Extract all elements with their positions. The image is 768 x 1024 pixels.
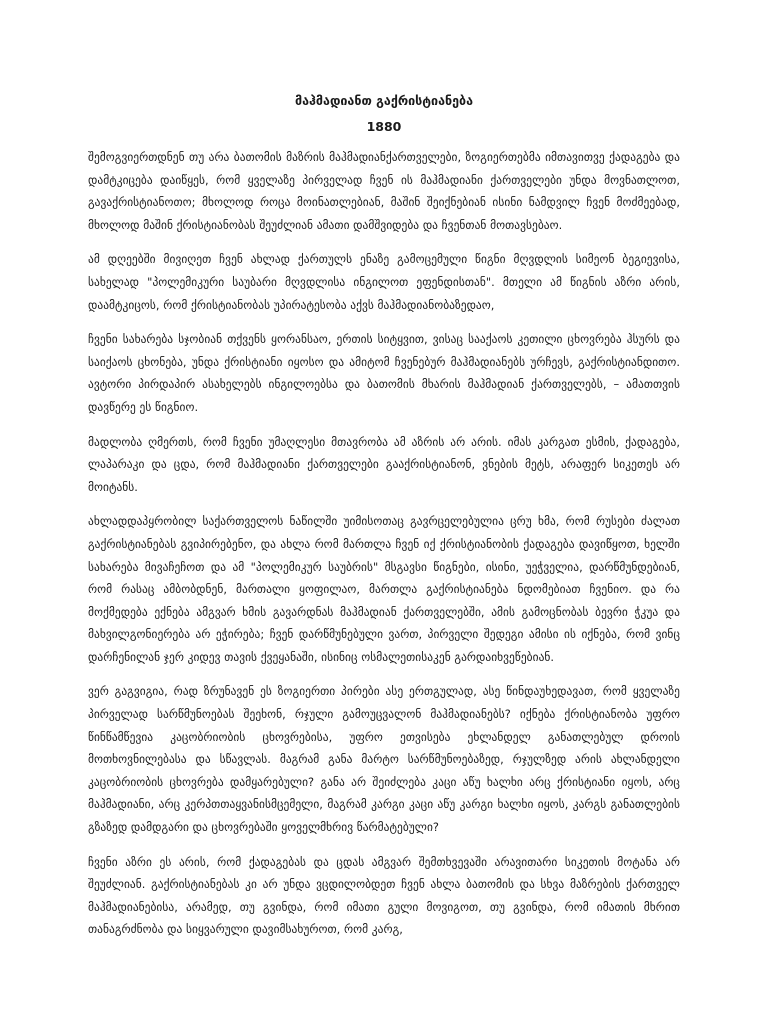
document-year: 1880 (366, 119, 402, 134)
paragraph-2: ამ დღეებში მივიღეთ ჩვენ ახლად ქართულს ენაზე გამოცემული წიგნი მღვდლის სიმეონ ბეგიევისა, სახელად "პოლემიკური საუბარი მღვდლისა ინგილოთ ეფენდისთან". მთელი ამ წიგნის აზრი არის, დაამტკიცოს, რომ ქრისტიანობას უპირატესობა აქვს მაჰმადიანობაზედაო, (88, 252, 680, 312)
paragraph-3: ჩვენი სახარება სჯობიან თქვენს ყორანსაო, ერთის სიტყვით, ვისაც სააქაოს კეთილი ცხოვრება ჰსურს და საიქაოს ცხონება, უნდა ქრისტიანი იყოსო და ამიტომ ჩვენებურ მაჰმადიანებს ურჩევს, გაქრისტიანდითო. ავტორი პირდაპირ ასახელებს ინგილოებსა და ბათომის მხარის მაჰმადიან ქართველებს, – ამათთვის დავწერე ეს წიგნიო. (88, 332, 680, 414)
paragraph-4: მადლობა ღმერთს, რომ ჩვენი უმაღლესი მთავრობა ამ აზრის არ არის. იმას კარგათ ესმის, ქადაგება, ლაპარაკი და ცდა, რომ მაჰმადიანი ქართველები გააქრისტიანონ, ვნების მეტს, არაფერ სიკეთეს არ მოიტანს. (88, 434, 680, 494)
paragraph-6: ვერ გაგვიგია, რად ზრუნავენ ეს ზოგიერთი პირები ასე ერთგულად, ასე წინდაუხედავათ, რომ ყველაზე პირველად სარწმუნოებას შეეხონ, რჯული გამოუცვალონ მაჰმადიანებს? იქნება ქრისტიანობა უფრო წინწამწევია კაცობრიობის ცხოვრებისა, უფრო ეთვისება ეხლანდელ განათლებულ დროის მოთხოვნილებასა და სწავლას. მაგრამ განა მარტო სარწმუნოებაზედ, რჯულზედ არის ახლანდელი კაცობრიობის ცხოვრება დამყარებული? განა არ შეიძლება კაცი აწუ ხალხი არც ქრისტიანი იყოს, არც მაჰმადიანი, არც კერპთთაყვანისმცემელი, მაგრამ კარგი კაცი აწუ კარგი ხალხი იყოს, კარგს განათლების გზაზედ დამდგარი და ცხოვრებაში ყოველმხრივ წარმატებული? (88, 684, 680, 835)
document-title: მაჰმადიანთ გაქრისტიანება (294, 93, 474, 108)
document-page (88, 92, 680, 953)
paragraph-7: ჩვენი აზრი ეს არის, რომ ქადაგებას და ცდას ამგვარ შემთხვევაში არავითარი სიკეთის მოტანა არ შეუძლიან. გაქრისტიანებას კი არ უნდა ვცდილობდეთ ჩვენ ახლა ბათომის და სხვა მაზრების ქართველ მაჰმადიანებისა, არამედ, თუ გვინდა, რომ იმათი გული მოვიგოთ, თუ გვინდა, რომ იმათის მხრით თანაგრძნობა და სიყვარული დავიმსახუროთ, რომ კარგ, (88, 854, 680, 937)
paragraph-1: შემოგვიერთდნენ თუ არა ბათომის მაზრის მაჰმადიანქართველები, ზოგიერთებმა იმთავითვე ქადაგება და დამტკიცება დაიწყეს, რომ ყველაზე პირველად ჩვენ ის მაჰმადიანი ქართველები უნდა მოვნათლოთ, გავაქრისტიანოთო; მხოლოდ როცა მოინათლებიან, მაშინ შეიქნებიან ისინი ნამდვილ ჩვენ მოძმეებად, მხოლოდ მაშინ ქრისტიანობას შეუძლიან ამათი დამშვიდება და ჩვენთან მოთავსებაო. (88, 150, 680, 232)
paragraph-5: ახლადდაპყრობილ საქართველოს ნაწილში უიმისოთაც გავრცელებულია ცრუ ხმა, რომ რუსები ძალათ გაქრისტიანებას გვიპირებენო, და ახლა რომ მართლა ჩვენ იქ ქრისტიანობის ქადაგება დავიწყოთ, ხელში სახარება მივაჩეჩოთ და ამ "პოლემიკურ საუბრის" მსგავსი წიგნები, ისინი, უეჭველია, დარწმუნდებიან, რომ რასაც ამბობდნენ, მართალი ყოფილაო, მართლა გაქრისტიანება ნდომებიათ ჩვენიო. და რა მოქმედება ექნება ამგვარ ხმის გავარდნას მაჰმადიან ქართველებში, ამის გამოცნობას ბევრი ჭკუა და მახვილგონიერება არ ეჭირება; ჩვენ დარწმუნებული ვართ, პირველი შედეგი ამისი ის იქნება, რომ ვინც დარჩენილან ჯერ კიდევ თავის ქვეყანაში, ისინიც ოსმალეთისაკენ გარდაიხვეწებიან. (88, 514, 680, 664)
